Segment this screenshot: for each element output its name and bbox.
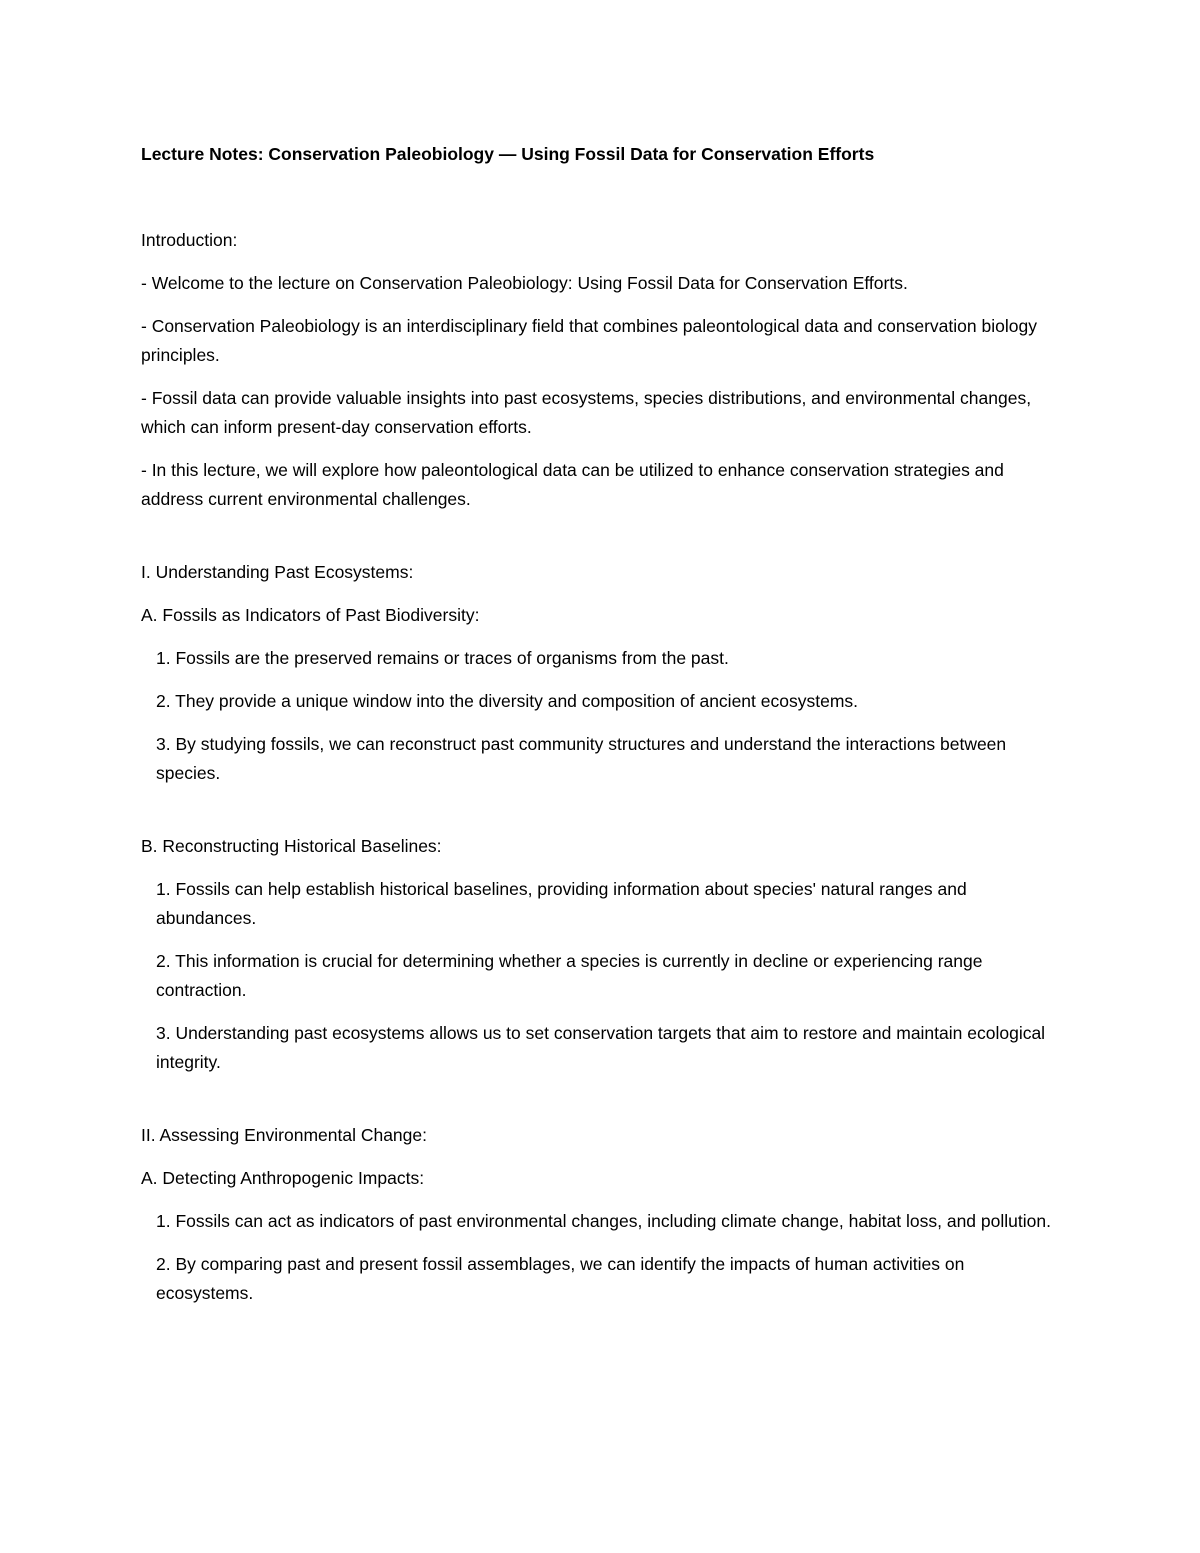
subsection-heading: A. Detecting Anthropogenic Impacts: — [141, 1168, 425, 1188]
numbered-item: 1. Fossils can help establish historical baselines, providing information about species' natural ranges and abundances. — [156, 879, 967, 928]
section-heading: I. Understanding Past Ecosystems: — [141, 562, 414, 582]
subsection-heading: B. Reconstructing Historical Baselines: — [141, 836, 442, 856]
intro-heading: Introduction: — [141, 230, 238, 250]
document-body — [141, 140, 1061, 1322]
intro-item: - In this lecture, we will explore how paleontological data can be utilized to enhance conservation strategies and address current environmental challenges. — [141, 460, 1004, 509]
subsection-heading: A. Fossils as Indicators of Past Biodiversity: — [141, 605, 480, 625]
numbered-item: 1. Fossils can act as indicators of past environmental changes, including climate change, habitat loss, and pollution. — [156, 1211, 1051, 1231]
document-title: Lecture Notes: Conservation Paleobiology — Using Fossil Data for Conservation Efforts — [141, 144, 875, 164]
intro-item: - Welcome to the lecture on Conservation Paleobiology: Using Fossil Data for Conservation Efforts. — [141, 273, 908, 293]
numbered-item: 3. Understanding past ecosystems allows us to set conservation targets that aim to restore and maintain ecological integrity. — [156, 1023, 1046, 1072]
section-heading: II. Assessing Environmental Change: — [141, 1125, 427, 1145]
numbered-item: 3. By studying fossils, we can reconstruct past community structures and understand the interactions between species. — [156, 734, 1007, 783]
numbered-item: 2. They provide a unique window into the diversity and composition of ancient ecosystems. — [156, 691, 859, 711]
numbered-item: 1. Fossils are the preserved remains or traces of organisms from the past. — [156, 648, 729, 668]
numbered-item: 2. By comparing past and present fossil assemblages, we can identify the impacts of human activities on ecosystems. — [156, 1254, 965, 1303]
intro-item: - Fossil data can provide valuable insights into past ecosystems, species distributions, and environmental changes, which can inform present-day conservation efforts. — [141, 388, 1032, 437]
numbered-item: 2. This information is crucial for determining whether a species is currently in decline or experiencing range contraction. — [156, 951, 983, 1000]
intro-item: - Conservation Paleobiology is an interdisciplinary field that combines paleontological data and conservation biology principles. — [141, 316, 1037, 365]
